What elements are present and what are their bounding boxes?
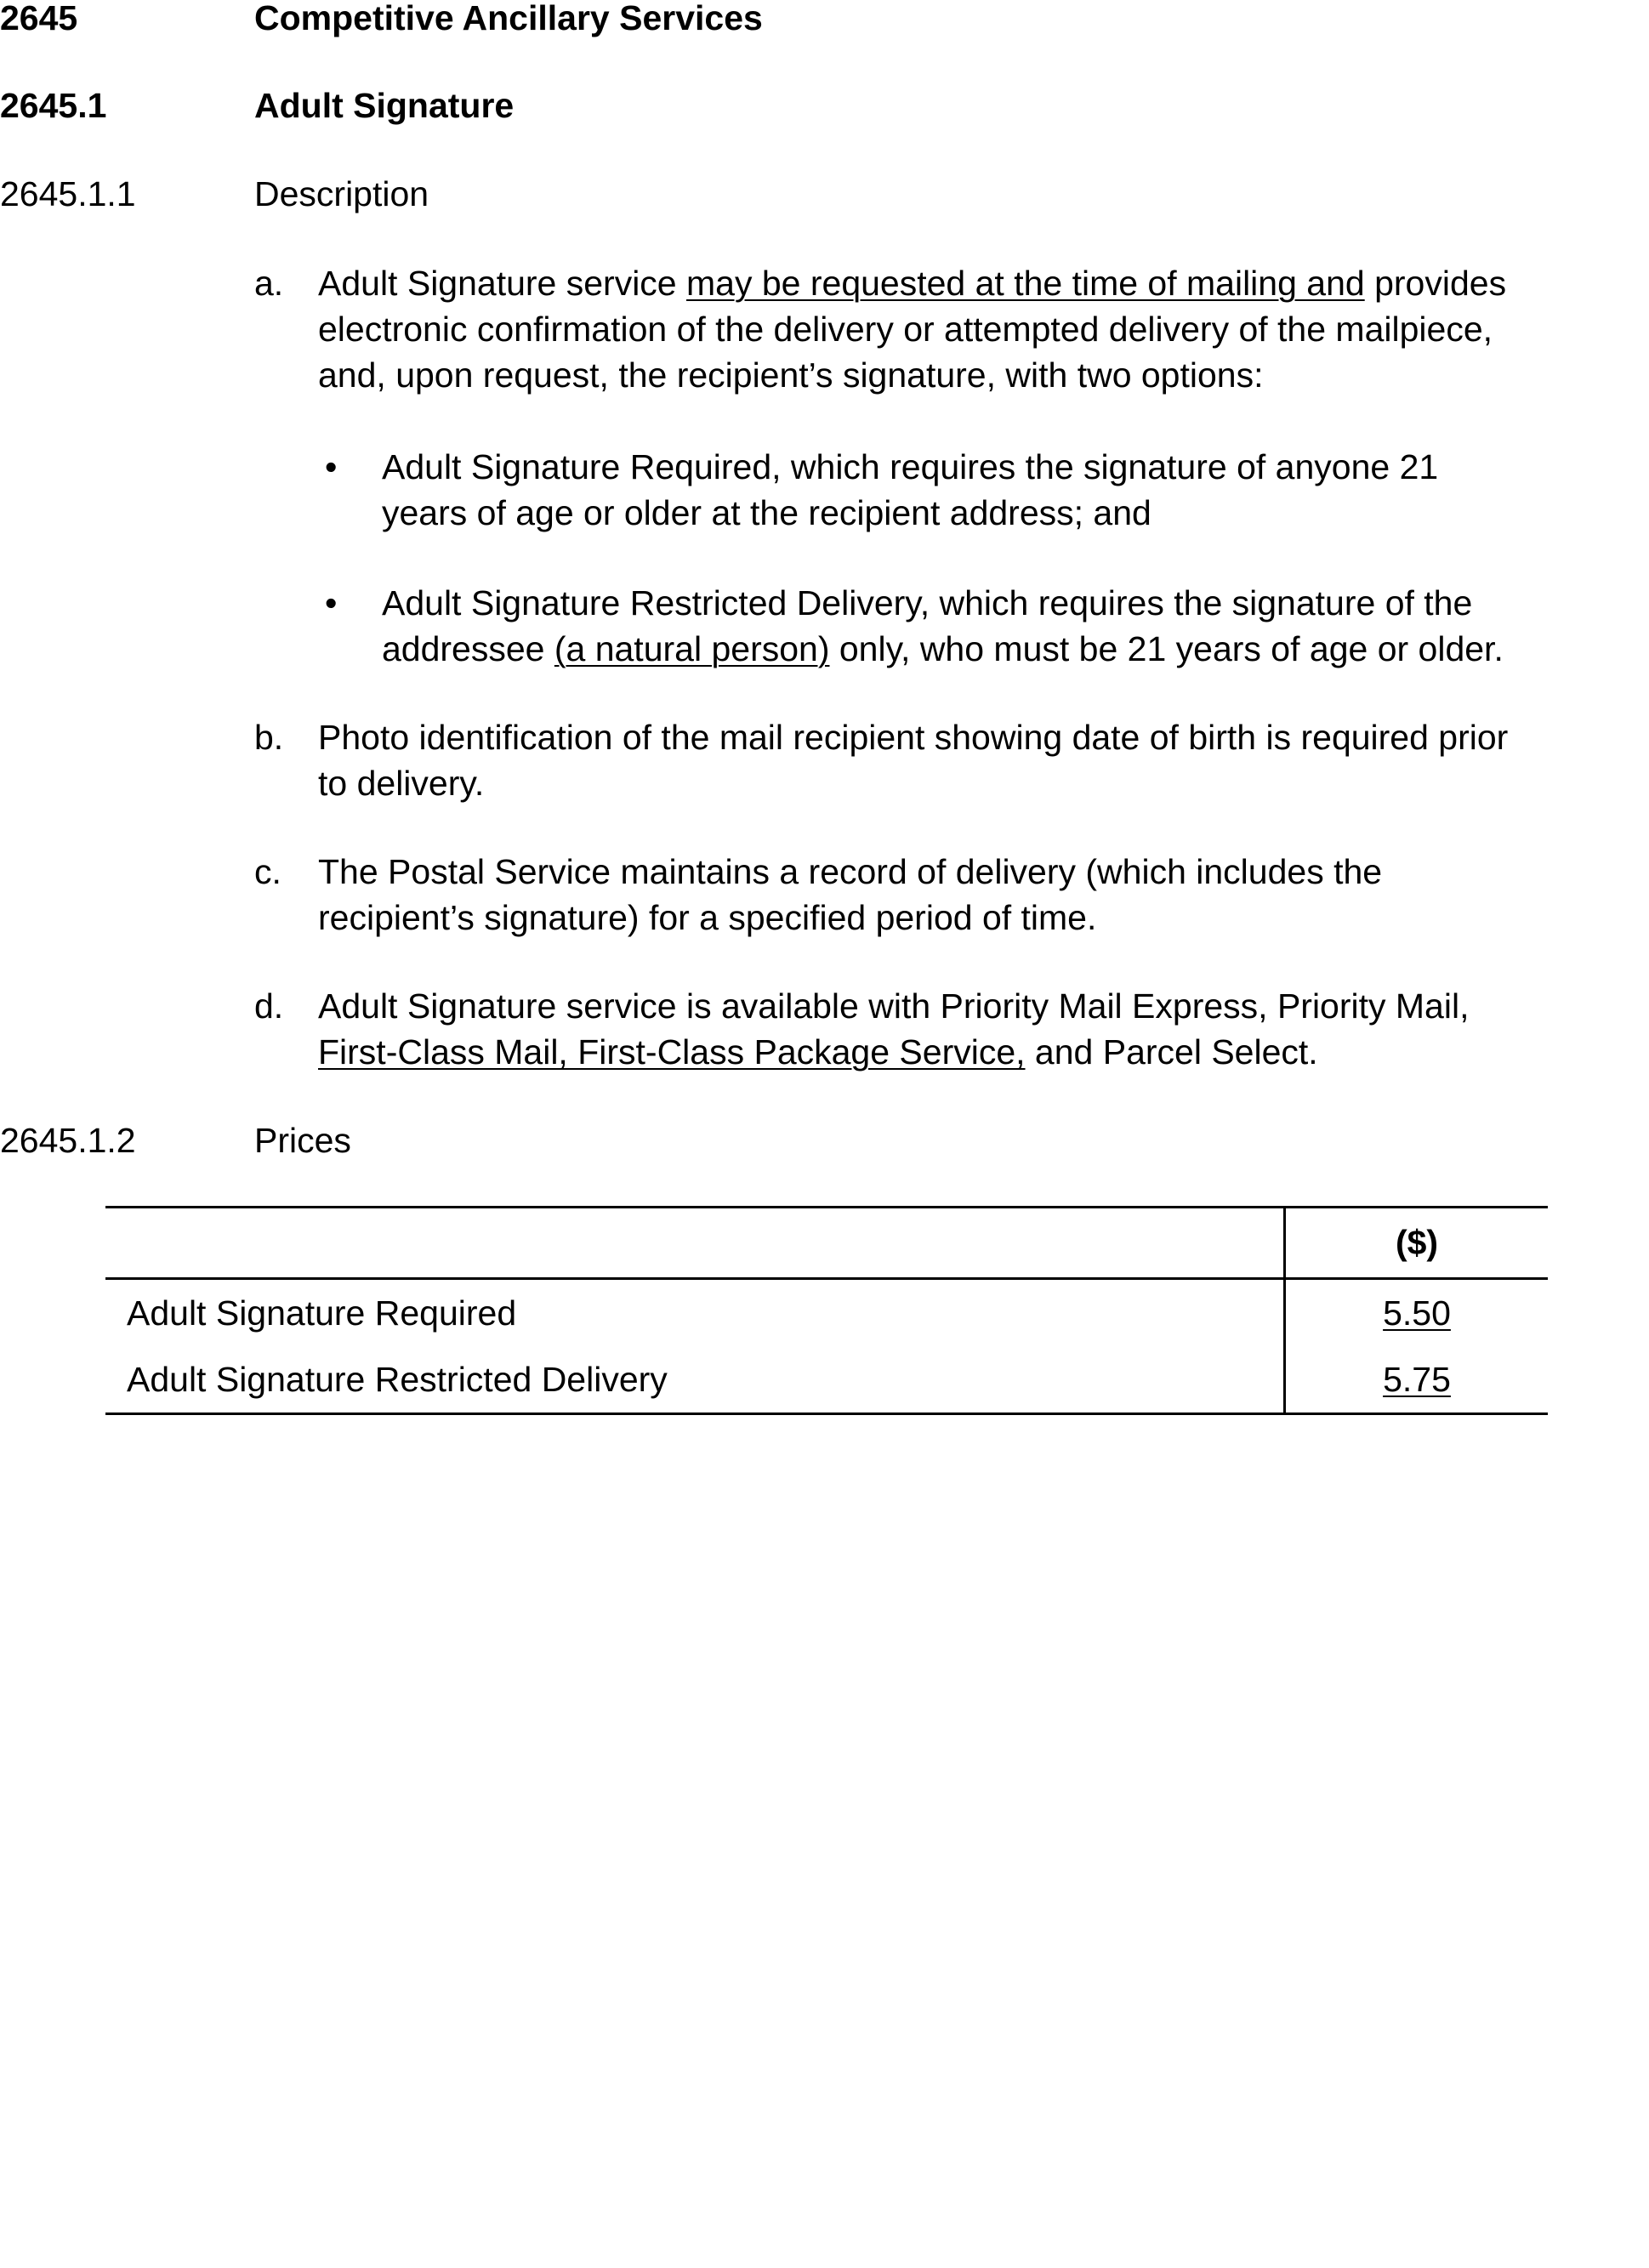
bullet1-line2: years of age or older at the recipient address; and bbox=[382, 493, 1151, 532]
item-d-line2 bbox=[318, 1029, 1649, 1075]
section-number: 2645 bbox=[0, 0, 78, 37]
header-label-cell bbox=[105, 1208, 1285, 1279]
item-d-post: and Parcel Select. bbox=[1025, 1032, 1318, 1071]
item-d-text bbox=[318, 983, 1649, 1075]
table-header-row bbox=[105, 1208, 1548, 1279]
subsection-title: Adult Signature bbox=[254, 86, 515, 125]
section-title: Competitive Ancillary Services bbox=[254, 0, 763, 37]
row-label: Adult Signature Required bbox=[127, 1293, 517, 1333]
item-c-text bbox=[318, 849, 1649, 941]
bullet-adult-signature-required bbox=[318, 444, 1649, 536]
row-label: Adult Signature Restricted Delivery bbox=[127, 1359, 668, 1399]
bullet2-line2 bbox=[382, 626, 1649, 672]
bullet-adult-signature-restricted bbox=[318, 580, 1649, 672]
item-d-marker: d. bbox=[254, 986, 284, 1026]
prices-number: 2645.1.2 bbox=[0, 1121, 136, 1160]
bullet2-underlined: (a natural person) bbox=[554, 629, 830, 668]
table-row bbox=[105, 1279, 1548, 1347]
item-a-line3: and, upon request, the recipient’s signature, with two options: bbox=[318, 355, 1264, 395]
bullet-icon: • bbox=[325, 447, 338, 486]
item-a-line1 bbox=[318, 260, 1649, 306]
item-a-pre: Adult Signature service bbox=[318, 264, 687, 303]
bullet2-line1: Adult Signature Restricted Delivery, which requires the signature of the bbox=[382, 583, 1473, 622]
item-b-marker: b. bbox=[254, 718, 284, 757]
description-title: Description bbox=[254, 174, 429, 213]
bullet1-text bbox=[382, 444, 1649, 536]
prices-table bbox=[105, 1206, 1548, 1415]
item-b bbox=[254, 714, 1649, 806]
bullet2-post: only, who must be 21 years of age or older. bbox=[829, 629, 1504, 668]
item-d-underlined: First-Class Mail, First-Class Package Service, bbox=[318, 1032, 1026, 1071]
description-number: 2645.1.1 bbox=[0, 174, 136, 213]
item-c-marker: c. bbox=[254, 852, 281, 891]
item-b-line2: to delivery. bbox=[318, 764, 485, 803]
item-a-line2: electronic confirmation of the delivery or attempted delivery of the mailpiece, bbox=[318, 310, 1493, 349]
item-b-text bbox=[318, 714, 1649, 806]
item-c bbox=[254, 849, 1649, 941]
item-d-line1: Adult Signature service is available with Priority Mail Express, Priority Mail, bbox=[318, 986, 1470, 1026]
item-b-line1: Photo identification of the mail recipient showing date of birth is required prior bbox=[318, 718, 1509, 757]
item-a bbox=[254, 260, 1649, 398]
prices-title: Prices bbox=[254, 1121, 351, 1160]
item-a-text bbox=[318, 260, 1649, 398]
row-value-text: 5.50 bbox=[1383, 1293, 1451, 1333]
header-value-cell: ($) bbox=[1285, 1208, 1549, 1279]
item-a-marker: a. bbox=[254, 264, 284, 303]
bullet1-line1: Adult Signature Required, which requires the signature of anyone 21 bbox=[382, 447, 1439, 486]
bullet2-text bbox=[382, 580, 1649, 672]
subsection-number: 2645.1 bbox=[0, 86, 107, 125]
item-a-underlined: may be requested at the time of mailing and bbox=[686, 264, 1365, 303]
item-c-line2: recipient’s signature) for a specified period of time. bbox=[318, 898, 1097, 937]
item-c-line1: The Postal Service maintains a record of delivery (which includes the bbox=[318, 852, 1383, 891]
row-value bbox=[1285, 1346, 1549, 1414]
item-d bbox=[254, 983, 1649, 1075]
bullet2-pre: addressee bbox=[382, 629, 554, 668]
row-value bbox=[1285, 1279, 1549, 1347]
item-a-post: provides bbox=[1364, 264, 1507, 303]
table-row bbox=[105, 1346, 1548, 1414]
bullet-icon: • bbox=[325, 583, 338, 622]
row-value-text: 5.75 bbox=[1383, 1359, 1451, 1399]
